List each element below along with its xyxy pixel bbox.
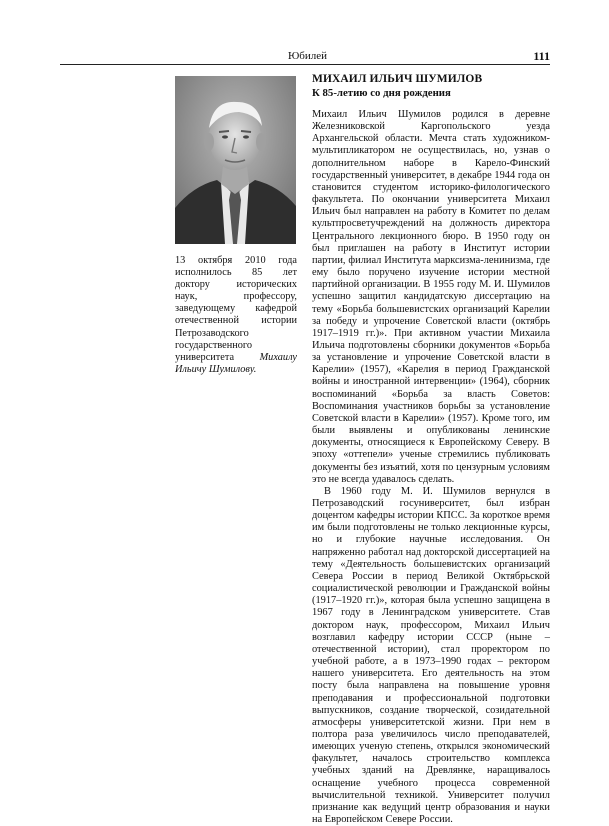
photo-caption bbox=[175, 255, 297, 376]
article-title: МИХАИЛ ИЛЬИЧ ШУМИЛОВ bbox=[312, 73, 483, 85]
portrait-photo bbox=[175, 76, 296, 244]
caption-dedication: Михаилу Ильичу Шумилову. bbox=[175, 351, 297, 375]
caption-text: 13 октября 2010 года исполнилось 85 лет доктору исторических наук, профессору, заведующему кафедрой отечественной истории Петрозаводского государственного университета bbox=[175, 255, 297, 363]
running-header-section: Юбилей bbox=[288, 50, 328, 62]
paragraph: В 1960 году М. И. Шумилов вернулся в Петрозаводский госуниверситет, был избран доцентом кафедры истории КПСС. За короткое время им были подготовлены не только лекционные курсы, но и глубокие научные исследования. Он напряженно работал над докторской диссертацией на тему «Деятельность большевистских организаций Севера России в период Великой Октябрьской социалистической революции и Гражданской войны (1917–1920 гг.)», которая была успешно защищена в 1967 году в Ленинградском университете. Став доктором наук, профессором, Михаил Ильич возглавил кафедру истории СССР (ныне – отечественной истории), стал проректором по учебной работе, а в 1973–1990 годах – ректором нашего университета. Его деятельность на этом посту была направлена на повышение уровня преподавания и профессиональной подготовки выпускников, создание творческой, созидательной атмосферы университетской жизни. При нем в полтора раза увеличилось число преподавателей, имеющих ученую степень, открылся экономический факультет, началось строительство комплекса учебных зданий на Древлянке, наращивалось оснащение учебного процесса современной вычислительной техникой. Университет получил признание как ведущий центр образования и науки на Европейском Севере России. bbox=[312, 485, 550, 826]
header-rule bbox=[60, 64, 550, 65]
article-subtitle: К 85-летию со дня рождения bbox=[312, 87, 451, 99]
paragraph: Михаил Ильич Шумилов родился в деревне Железниковской Каргопольского уезда Архангельской области. Мечта стать художником-мультипликатором не осуществилась, но, узнав о дополнительном наборе в Карело-Финский государственный университет, в декабре 1944 года он становится студентом историко-филологического факультета. По окончании университета Михаил Ильич был направлен на работу в Комитет по делам культпросветучреждений на должность директора Центрального лекционного бюро. В 1950 году он был приглашен на работу в Институт истории партии, филиал Института марксизма-ленинизма, где ему было поручено изучение истории местной партийной организации. В 1955 году М. И. Шумилов успешно защитил кандидатскую диссертацию на тему «Борьба большевистских организаций Карелии за победу и упрочение Советской власти (октябрь 1917–1919 гг.)». При активном участии Михаила Ильича подготовлены сборники документов «Борьба за установление и упрочение Советской власти в Карелии» (1957), «Карелия в период Гражданской войны и иностранной интервенции» (1964), сборник воспоминаний «Борьба за власть Советов: Воспоминания участников борьбы за установление Советской власти в Карелии» (1957). Кроме того, им были выявлены и опубликованы ленинские документы, относящиеся к Европейскому Северу. В эпоху «оттепели» ученые стремились публиковать документы без изъятий, хотя по цензурным условиям это не всегда удавалось сделать. bbox=[312, 109, 550, 485]
page-number: 111 bbox=[533, 49, 550, 63]
article-body bbox=[312, 109, 550, 826]
